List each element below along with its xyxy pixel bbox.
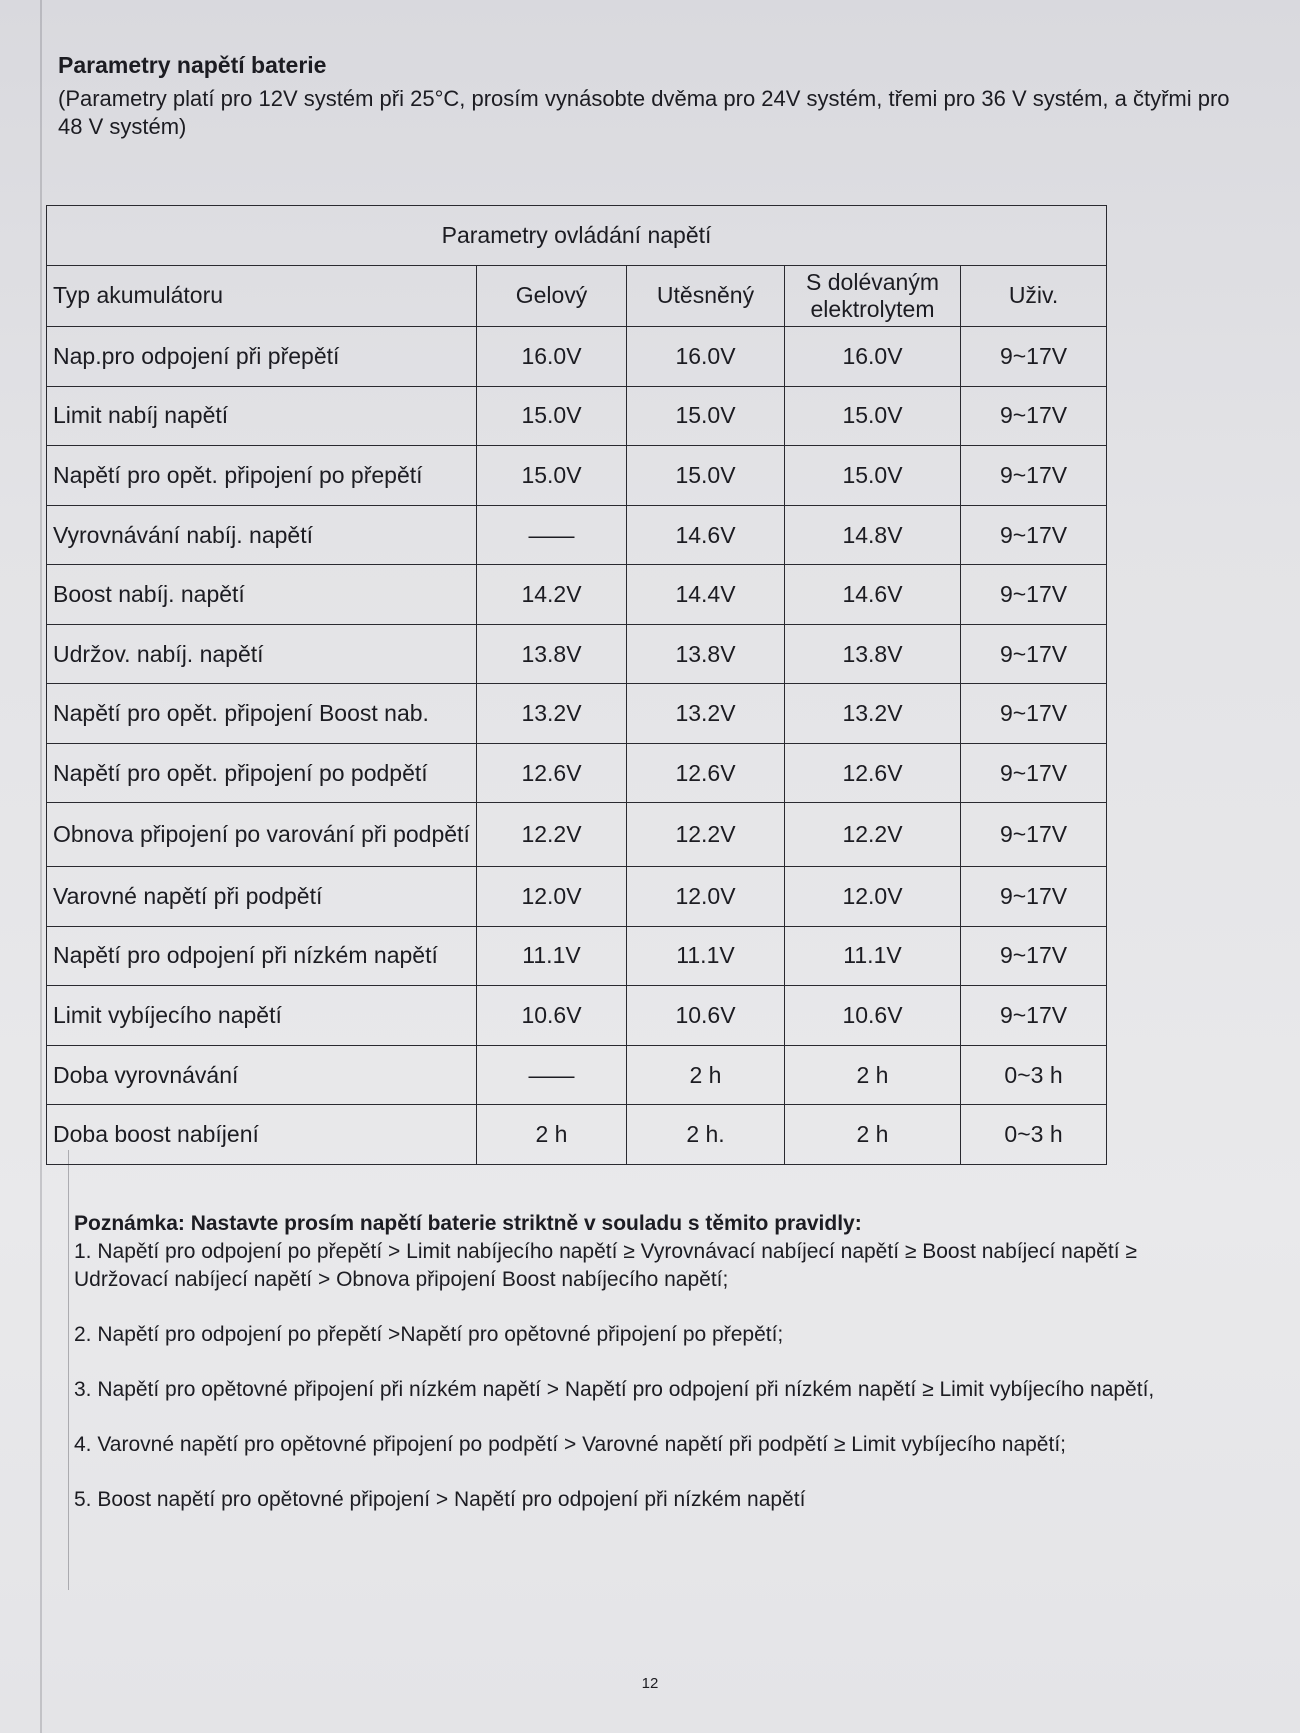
cell-user: 9~17V: [961, 986, 1107, 1046]
header-gel: Gelový: [477, 265, 627, 327]
cell-user: 9~17V: [961, 867, 1107, 927]
cell-gel: 14.2V: [477, 565, 627, 625]
cell-gel: 15.0V: [477, 386, 627, 446]
cell-flooded: 15.0V: [785, 386, 961, 446]
cell-flooded: 13.2V: [785, 684, 961, 744]
cell-user: 9~17V: [961, 565, 1107, 625]
page-heading: [58, 52, 1258, 141]
table-header-row: [47, 265, 1107, 327]
cell-flooded: 11.1V: [785, 926, 961, 986]
cell-sealed: 13.8V: [627, 624, 785, 684]
cell-user: 9~17V: [961, 327, 1107, 387]
table-row: [47, 505, 1107, 565]
header-flooded: S dolévaným elektrolytem: [785, 265, 961, 327]
cell-sealed: 15.0V: [627, 446, 785, 506]
page-number: 12: [641, 1675, 659, 1692]
row-label: Limit nabíj napětí: [47, 386, 477, 446]
cell-flooded: 12.0V: [785, 867, 961, 927]
page-fold-line-secondary: [68, 1150, 69, 1590]
table-row: [47, 1105, 1107, 1165]
row-label: Napětí pro opět. připojení po přepětí: [47, 446, 477, 506]
note-item-1: 1. Napětí pro odpojení po přepětí > Limit nabíjecího napětí ≥ Vyrovnávací nabíjecí napětí ≥ Boost nabíjecí napětí ≥ Udržovací nabíjecí napětí > Obnova připojení Boost nabíjecího napětí;: [74, 1240, 1137, 1291]
header-sealed: Utěsněný: [627, 265, 785, 327]
cell-gel: ——: [477, 1045, 627, 1105]
table-row: [47, 386, 1107, 446]
cell-user: 9~17V: [961, 624, 1107, 684]
row-label: Napětí pro odpojení při nízkém napětí: [47, 926, 477, 986]
cell-flooded: 10.6V: [785, 986, 961, 1046]
note-item-5: 5. Boost napětí pro opětovné připojení > Napětí pro odpojení při nízkém napětí: [74, 1488, 806, 1511]
note-item-3: 3. Napětí pro opětovné připojení při nízkém napětí > Napětí pro odpojení při nízkém napětí ≥ Limit vybíjecího napětí,: [74, 1378, 1155, 1401]
cell-sealed: 12.6V: [627, 743, 785, 803]
cell-gel: 15.0V: [477, 446, 627, 506]
row-label: Doba vyrovnávání: [47, 1045, 477, 1105]
cell-gel: 13.8V: [477, 624, 627, 684]
note-item-4: 4. Varovné napětí pro opětovné připojení po podpětí > Varovné napětí při podpětí ≥ Limit vybíjecího napětí;: [74, 1433, 1066, 1456]
cell-user: 0~3 h: [961, 1045, 1107, 1105]
cell-flooded: 14.8V: [785, 505, 961, 565]
cell-user: 9~17V: [961, 386, 1107, 446]
voltage-parameters-table: [46, 205, 1107, 1165]
table-row: [47, 867, 1107, 927]
row-label: Doba boost nabíjení: [47, 1105, 477, 1165]
row-label: Napětí pro opět. připojení po podpětí: [47, 743, 477, 803]
table-row: [47, 624, 1107, 684]
cell-flooded: 12.6V: [785, 743, 961, 803]
cell-sealed: 12.2V: [627, 803, 785, 867]
notes-section: [74, 1210, 1214, 1541]
cell-gel: 2 h: [477, 1105, 627, 1165]
cell-user: 9~17V: [961, 926, 1107, 986]
row-label: Obnova připojení po varování při podpětí: [47, 803, 477, 867]
cell-user: 9~17V: [961, 684, 1107, 744]
cell-gel: 12.2V: [477, 803, 627, 867]
row-label: Udržov. nabíj. napětí: [47, 624, 477, 684]
cell-flooded: 14.6V: [785, 565, 961, 625]
row-label: Nap.pro odpojení při přepětí: [47, 327, 477, 387]
page-title: Parametry napětí baterie: [58, 52, 327, 78]
cell-flooded: 2 h: [785, 1105, 961, 1165]
row-label: Varovné napětí při podpětí: [47, 867, 477, 927]
table-caption: Parametry ovládání napětí: [47, 206, 1107, 266]
cell-flooded: 2 h: [785, 1045, 961, 1105]
cell-flooded: 16.0V: [785, 327, 961, 387]
table-caption-row: [47, 206, 1107, 266]
table-body: [47, 327, 1107, 1165]
table-row: [47, 446, 1107, 506]
cell-user: 0~3 h: [961, 1105, 1107, 1165]
row-label: Vyrovnávání nabíj. napětí: [47, 505, 477, 565]
table-row: [47, 1045, 1107, 1105]
cell-gel: 11.1V: [477, 926, 627, 986]
cell-gel: ——: [477, 505, 627, 565]
header-battery-type: Typ akumulátoru: [47, 265, 477, 327]
cell-gel: 13.2V: [477, 684, 627, 744]
cell-user: 9~17V: [961, 505, 1107, 565]
header-user: Uživ.: [961, 265, 1107, 327]
cell-sealed: 11.1V: [627, 926, 785, 986]
table-row: [47, 327, 1107, 387]
table-row: [47, 803, 1107, 867]
cell-sealed: 10.6V: [627, 986, 785, 1046]
row-label: Boost nabíj. napětí: [47, 565, 477, 625]
cell-flooded: 13.8V: [785, 624, 961, 684]
page-fold-line: [40, 0, 42, 1733]
cell-sealed: 2 h: [627, 1045, 785, 1105]
page-subtitle: (Parametry platí pro 12V systém při 25°C, prosím vynásobte dvěma pro 24V systém, třemi pro 36 V systém, a čtyřmi pro 48 V systém): [58, 86, 1230, 139]
cell-flooded: 15.0V: [785, 446, 961, 506]
notes-title: Poznámka: Nastavte prosím napětí baterie striktně v souladu s těmito pravidly:: [74, 1212, 862, 1235]
cell-sealed: 12.0V: [627, 867, 785, 927]
cell-sealed: 13.2V: [627, 684, 785, 744]
cell-sealed: 14.4V: [627, 565, 785, 625]
cell-gel: 12.6V: [477, 743, 627, 803]
table-row: [47, 684, 1107, 744]
cell-user: 9~17V: [961, 803, 1107, 867]
cell-gel: 16.0V: [477, 327, 627, 387]
table-row: [47, 743, 1107, 803]
note-item-2: 2. Napětí pro odpojení po přepětí >Napětí pro opětovné připojení po přepětí;: [74, 1323, 784, 1346]
cell-sealed: 15.0V: [627, 386, 785, 446]
table-row: [47, 986, 1107, 1046]
cell-user: 9~17V: [961, 743, 1107, 803]
cell-flooded: 12.2V: [785, 803, 961, 867]
row-label: Napětí pro opět. připojení Boost nab.: [47, 684, 477, 744]
cell-gel: 10.6V: [477, 986, 627, 1046]
table-row: [47, 565, 1107, 625]
cell-sealed: 16.0V: [627, 327, 785, 387]
cell-gel: 12.0V: [477, 867, 627, 927]
cell-sealed: 2 h.: [627, 1105, 785, 1165]
table-row: [47, 926, 1107, 986]
cell-sealed: 14.6V: [627, 505, 785, 565]
row-label: Limit vybíjecího napětí: [47, 986, 477, 1046]
cell-user: 9~17V: [961, 446, 1107, 506]
